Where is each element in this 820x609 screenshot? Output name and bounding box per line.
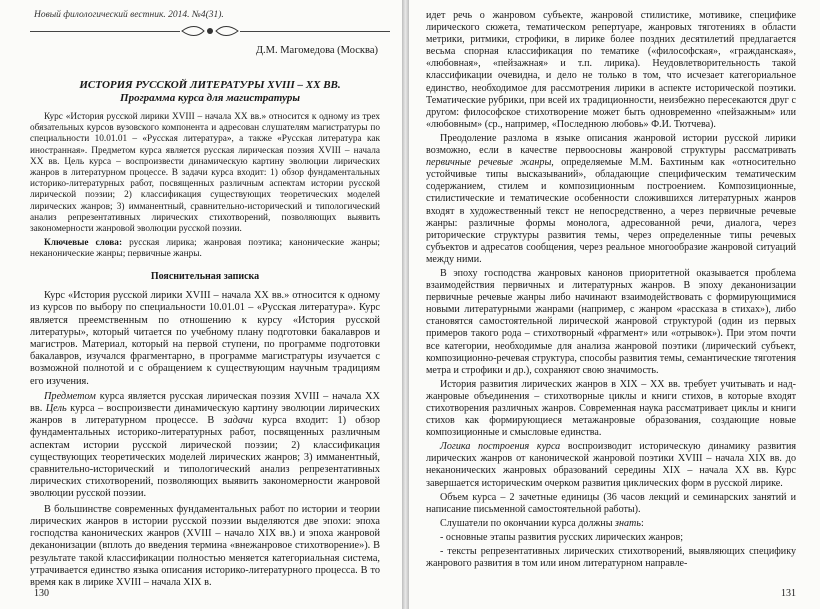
paragraph: В большинстве современных фундаментальных работ по истории и теории лирических жанров в истории русской поэзии выделяются две эпохи: эпоха господства канонических жанров (XVIII – начало XIX вв.) и эпоха жанровой деканонизации (вплоть до введения термина «внежанровое стихотворение»). В результате такой классификации полностью меняется категориальная система, утрачивается единство языка описания историко-литературного процесса. В то время как в лирике XVIII – начала XIX в.	[30, 503, 380, 588]
list-item: - основные этапы развития русских лирических жанров;	[440, 531, 684, 543]
keywords	[30, 238, 380, 260]
list-item: - тексты репрезентативных лирических стихотворений, выявляющих специфику жанрового развития в том или ином литературном направле-	[426, 546, 796, 570]
right-page	[409, 0, 820, 609]
page-number: 130	[34, 588, 49, 599]
title-main: ИСТОРИЯ РУССКОЙ ЛИТЕРАТУРЫ XVIII – XX ВВ.	[79, 79, 341, 91]
section-heading: Пояснительная записка	[150, 270, 260, 282]
book-gutter	[402, 0, 409, 609]
left-column-text	[30, 112, 380, 589]
author-name: Д.М. Магомедова (Москва)	[255, 45, 378, 56]
paragraph: В эпоху господства жанровых канонов приоритетной оказывается проблема взаимодействия первичных и литературных жанров. В эпоху деканонизации первичные речевые жанры либо начинают взаимодействовать с формирующимися новыми литературными жанрами (например, с жанром «рассказа в стихах»), либо становятся самостоятельной лирической жанровой структурой (один из первых примеров такого рода – стихотворный «фрагмент» или «отрывок»). При этом почти все категории, необходимые для анализа жанровой поэтики (лирический субъект, композиционно-речевая структура, способы развития темы, семантические тяготения метра и строфики и др.), сохраняют свою значимость.	[426, 267, 796, 376]
page-number: 131	[781, 588, 796, 599]
ornament-icon	[180, 24, 240, 38]
paragraph: История развития лирических жанров в XIX – XX вв. требует учитывать и над-жанровые объединения – стихотворные циклы и книги стихов, в которые входят стихотворения различных жанров. Современная наука рассматривает циклы и книги стихов как формирующиеся метажанровые образования, создающие новые композиционные и смысловые единства.	[426, 378, 796, 439]
keywords-label: Ключевые слова:	[44, 238, 123, 249]
paragraph: Объем курса – 2 зачетные единицы (36 часов лекций и семинарских занятий и написание письменной самостоятельной работы).	[426, 491, 796, 515]
right-column-text	[426, 10, 796, 570]
paragraph: идет речь о жанровом субъекте, жанровой стилистике, мотивике, специфике лирического сюжета, тематическом репертуаре, жанровых тяготениях в области метрики, ритмики, строфики, в лирике более поздних десятилетий предлагается весьма спорная классификация по тематике («философская», «гражданская», «любовная», «пейзажная» и т.п. лирика). Неудовлетворительность такой классификации очевидна, и дело не только в том, что исчезает категориальное единство, необходимое для рассмотрения лирики в аспекте исторической поэтики. Тематические рубрики, при всей их традиционности, неизбежно пересекаются друг с другом: философское стихотворение может быть одновременно «пейзажным» или «любовным» (ср., например, «Последнюю любовь» Ф.И. Тютчева).	[426, 10, 796, 130]
running-header: Новый филологический вестник. 2014. №4(31).	[34, 10, 224, 20]
title-subtitle: Программа курса для магистратуры	[120, 92, 300, 104]
paragraph: Преодоление разлома в языке описания жанровой истории русской лирики возможно, если в качестве первоосновы жанровой структуры рассматривать первичные речевые жанры, определяемые М.М. Бахтиным как «относительно устойчивые типы высказываний», обладающие специфическим тематическим содержанием, стилем и композиционным построением. Композиционные, стилистические и тематические особенности сложившихся литературных жанров входят в художественный текст не непосредственно, а через первичные речевые жанры: различные формы монолога, адресованной речи, диалога, через риторические структуры развития темы, через определенные типы речевых субъектов и адресатов сообщения, через реальное многообразие жанровой ситуаций между ними.	[426, 132, 796, 265]
keywords-text: русская лирика; жанровая поэтика; канонические жанры; неканонические жанры; первичные жанры.	[30, 238, 380, 260]
paragraph: Курс «История русской лирики XVIII – начала XX вв.» относится к одному из курсов по выбору по специальности 10.01.01 – «Русская литература». Курс является преемственным по отношению к курсу «История русской литературы», который читается по учебному плану подготовки бакалавров и магистров. Материал, который на первой ступени, по программе подготовки бакалавров, изучался фрагментарно, в программе магистратуры изучается с возможной полнотой и с обращением к существующим научным традициям его изучения.	[30, 290, 380, 387]
left-page	[0, 0, 402, 609]
article-title	[40, 79, 380, 105]
abstract: Курс «История русской лирики XVIII – начала XX вв.» относится к одному из трех обязательных курсов вузовского компонента и адресован слушателям магистратуры по специальности 10.01.01 – «Русская литература», а также «Русская литература как иностранная». Предметом курса является русская лирическая поэзия XVIII – начала XX вв. Цель курса – воспроизвести динамическую картину эволюции лирических жанров в литературном процессе. В задачи курса входит: 1) обзор фундаментальных историко-литературных работ, посвященных различным аспектам истории русской лирической поэзии; 2) классификация существующих теоретических моделей лирических жанров; 3) имманентный, сравнительно-исторический и типологический анализ репрезентативных лирических стихотворений, позволяющих выявить закономерности жанровой эволюции русской поэзии.	[30, 112, 380, 235]
header-ornament-divider	[30, 24, 390, 38]
paragraph: Слушатели по окончании курса должны знать:	[440, 517, 644, 529]
paragraph: Предметом курса является русская лирическая поэзия XVIII – начала XX вв. Цель курса – воспроизвести динамическую картину эволюции лирических жанров в литературном процессе. В задачи курса входит: 1) обзор фундаментальных историко-литературных работ, посвященных различным аспектам истории русской лирической поэзии; 2) классификация существующих теоретических моделей лирических жанров; 3) имманентный, сравнительно-исторический и типологический анализ репрезентативных лирических стихотворений, позволяющих выявить закономерности жанровой эволюции русской поэзии.	[30, 390, 380, 500]
paragraph: Логика построения курса воспроизводит историческую динамику развития лирических жанров от канонической жанровой поэтики XVIII – начала XIX вв. до неканонических жанровых образований середины XIX – начала XX вв. Курс завершается историческим очерком развития циклических форм в русской лирике.	[426, 441, 796, 489]
